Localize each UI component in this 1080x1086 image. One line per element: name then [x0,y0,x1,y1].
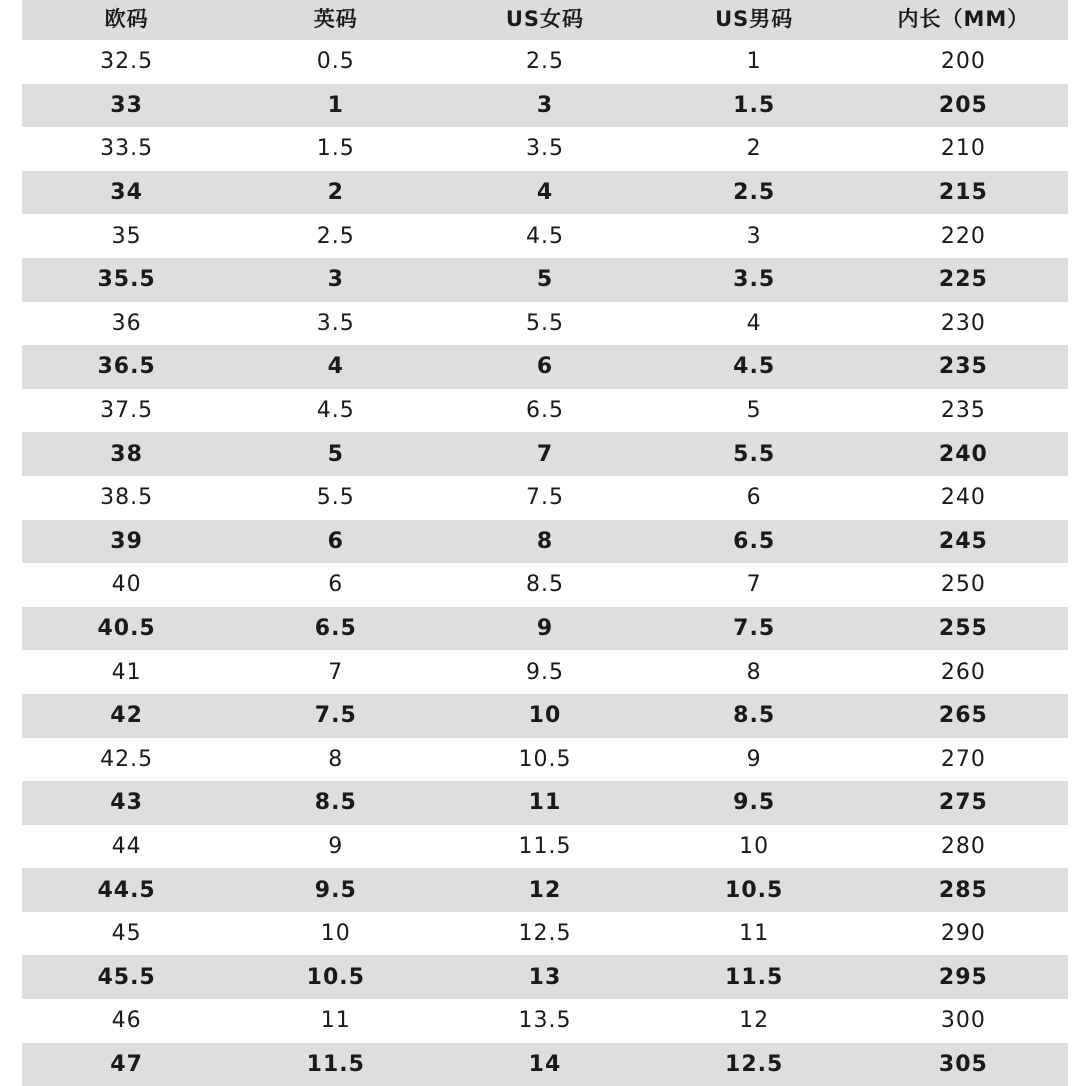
table-row [22,912,1068,956]
us-women-size-cell: 10.5 [518,746,572,772]
us-men-size-cell: 6.5 [733,528,776,554]
us-women-size-cell: 11 [528,790,562,816]
uk-size-cell: 9 [328,833,344,859]
us-women-size-cell: 7 [536,441,554,467]
eu-size-cell: 36 [111,310,142,336]
table-row [22,520,1068,564]
us-men-size-cell: 2 [746,136,762,162]
inner-length-cell: 200 [940,49,986,75]
table-row [22,694,1068,738]
eu-size-cell: 46 [111,1008,142,1034]
inner-length-cell: 305 [938,1051,988,1077]
eu-size-cell: 35 [111,223,142,249]
table-row [22,607,1068,651]
uk-size-cell: 5.5 [316,485,355,511]
inner-length-cell: 255 [938,616,988,642]
uk-size-cell: 1 [327,92,344,118]
us-women-size-cell: 7.5 [525,485,564,511]
eu-size-cell: 36.5 [97,354,156,380]
inner-length-cell: 250 [940,572,986,598]
eu-size-cell: 42 [110,703,143,729]
table-row [22,1043,1068,1086]
inner-length-cell: 215 [938,180,988,206]
table-row [22,432,1068,476]
eu-size-cell: 47 [110,1051,143,1077]
inner-length-cell: 245 [938,528,988,554]
uk-size-cell: 10 [320,921,351,947]
eu-size-cell: 33.5 [100,136,154,162]
table-row [22,563,1068,607]
inner-length-cell: 210 [940,136,986,162]
uk-size-cell: 6.5 [314,616,357,642]
us-men-size-cell: 12 [739,1008,770,1034]
inner-length-cell: 230 [940,310,986,336]
table-row [22,738,1068,782]
table-row [22,40,1068,84]
header-us-men-size: US男码 [715,7,794,31]
uk-size-cell: 3 [327,267,344,293]
table-header [22,0,1068,40]
table-body [22,40,1068,1086]
uk-size-cell: 8.5 [314,790,357,816]
table-row [22,214,1068,258]
inner-length-cell: 270 [940,746,986,772]
us-men-size-cell: 10.5 [725,877,784,903]
us-women-size-cell: 5.5 [525,310,564,336]
inner-length-cell: 235 [938,354,988,380]
us-women-size-cell: 13 [528,964,562,990]
eu-size-cell: 37.5 [100,398,154,424]
us-men-size-cell: 9 [746,746,762,772]
uk-size-cell: 2.5 [316,223,355,249]
us-women-size-cell: 3.5 [525,136,564,162]
us-women-size-cell: 9 [536,616,554,642]
uk-size-cell: 11 [320,1008,351,1034]
us-women-size-cell: 4.5 [525,223,564,249]
uk-size-cell: 4 [327,354,344,380]
us-men-size-cell: 1.5 [733,92,776,118]
header-eu-size: 欧码 [104,7,149,31]
eu-size-cell: 43 [110,790,143,816]
table-row [22,825,1068,869]
eu-size-cell: 41 [111,659,142,685]
eu-size-cell: 45 [111,921,142,947]
uk-size-cell: 9.5 [314,877,357,903]
inner-length-cell: 295 [938,964,988,990]
us-men-size-cell: 2.5 [733,180,776,206]
us-women-size-cell: 4 [536,180,554,206]
inner-length-cell: 265 [938,703,988,729]
eu-size-cell: 45.5 [97,964,156,990]
table-row [22,650,1068,694]
uk-size-cell: 10.5 [306,964,365,990]
table-row [22,258,1068,302]
us-women-size-cell: 13.5 [518,1008,572,1034]
eu-size-cell: 38.5 [100,485,154,511]
table-row [22,302,1068,346]
us-men-size-cell: 10 [739,833,770,859]
inner-length-cell: 260 [940,659,986,685]
uk-size-cell: 6 [328,572,344,598]
us-men-size-cell: 7 [746,572,762,598]
us-women-size-cell: 12.5 [518,921,572,947]
eu-size-cell: 35.5 [97,267,156,293]
us-women-size-cell: 2.5 [525,49,564,75]
table-row [22,127,1068,171]
us-men-size-cell: 9.5 [733,790,776,816]
us-women-size-cell: 9.5 [525,659,564,685]
inner-length-cell: 235 [940,398,986,424]
inner-length-cell: 225 [938,267,988,293]
eu-size-cell: 44 [111,833,142,859]
header-row [22,0,1068,40]
us-men-size-cell: 4 [746,310,762,336]
eu-size-cell: 33 [110,92,143,118]
us-women-size-cell: 3 [536,92,554,118]
table-row [22,171,1068,215]
eu-size-cell: 44.5 [97,877,156,903]
us-men-size-cell: 3 [746,223,762,249]
uk-size-cell: 4.5 [316,398,355,424]
us-men-size-cell: 5.5 [733,441,776,467]
uk-size-cell: 2 [327,180,344,206]
us-women-size-cell: 10 [528,703,562,729]
us-men-size-cell: 5 [746,398,762,424]
us-men-size-cell: 12.5 [725,1051,784,1077]
shoe-size-table [22,0,1068,1086]
table-row [22,868,1068,912]
uk-size-cell: 3.5 [316,310,355,336]
us-men-size-cell: 11.5 [725,964,784,990]
us-men-size-cell: 7.5 [733,616,776,642]
table-row [22,781,1068,825]
eu-size-cell: 38 [110,441,143,467]
table-row [22,476,1068,520]
us-women-size-cell: 11.5 [518,833,572,859]
header-inner-length: 内长（MM） [897,7,1030,31]
us-men-size-cell: 8 [746,659,762,685]
us-men-size-cell: 11 [739,921,770,947]
inner-length-cell: 300 [940,1008,986,1034]
table-row [22,84,1068,128]
us-women-size-cell: 12 [528,877,562,903]
eu-size-cell: 40.5 [97,616,156,642]
inner-length-cell: 285 [938,877,988,903]
inner-length-cell: 280 [940,833,986,859]
table-row [22,389,1068,433]
uk-size-cell: 7 [328,659,344,685]
table-row [22,345,1068,389]
eu-size-cell: 40 [111,572,142,598]
eu-size-cell: 34 [110,180,143,206]
uk-size-cell: 7.5 [314,703,357,729]
header-uk-size: 英码 [313,7,358,31]
uk-size-cell: 11.5 [306,1051,365,1077]
eu-size-cell: 39 [110,528,143,554]
inner-length-cell: 240 [938,441,988,467]
us-men-size-cell: 1 [746,49,762,75]
inner-length-cell: 290 [940,921,986,947]
inner-length-cell: 240 [940,485,986,511]
us-men-size-cell: 4.5 [733,354,776,380]
table-row [22,955,1068,999]
uk-size-cell: 0.5 [316,49,355,75]
us-men-size-cell: 6 [746,485,762,511]
eu-size-cell: 42.5 [100,746,154,772]
us-men-size-cell: 3.5 [733,267,776,293]
inner-length-cell: 275 [938,790,988,816]
inner-length-cell: 220 [940,223,986,249]
us-women-size-cell: 6.5 [525,398,564,424]
uk-size-cell: 8 [328,746,344,772]
us-women-size-cell: 5 [536,267,554,293]
uk-size-cell: 5 [327,441,344,467]
inner-length-cell: 205 [938,92,988,118]
table-row [22,999,1068,1043]
us-women-size-cell: 6 [536,354,554,380]
us-women-size-cell: 14 [528,1051,562,1077]
eu-size-cell: 32.5 [100,49,154,75]
us-women-size-cell: 8.5 [525,572,564,598]
us-men-size-cell: 8.5 [733,703,776,729]
header-us-women-size: US女码 [505,7,585,31]
uk-size-cell: 1.5 [316,136,355,162]
uk-size-cell: 6 [327,528,344,554]
us-women-size-cell: 8 [536,528,554,554]
